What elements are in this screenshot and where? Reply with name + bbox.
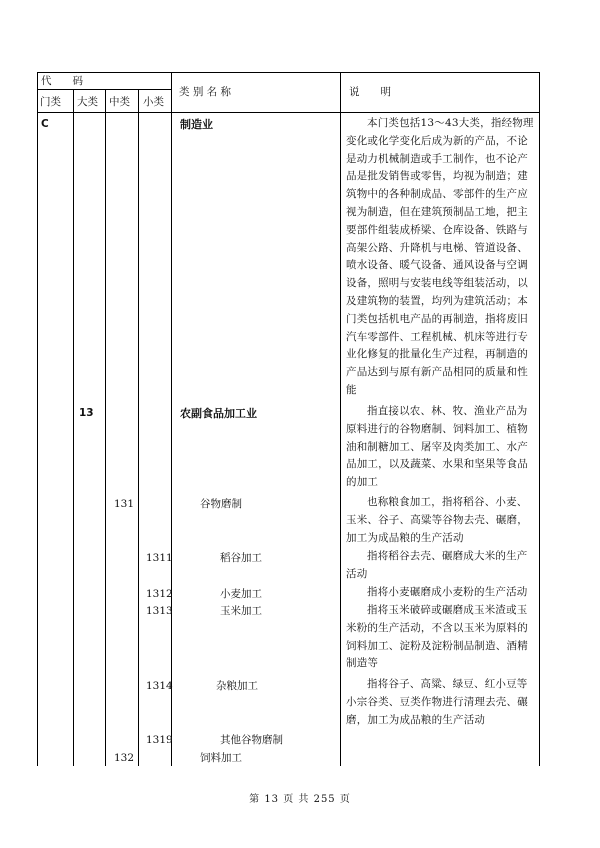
row-zhong-code: 131 [114, 498, 135, 510]
row-zhong-code: 132 [114, 752, 135, 764]
row-description: 指将小麦碾磨成小麦粉的生产活动 [367, 586, 528, 598]
row-name: 其他谷物磨制 [220, 734, 283, 746]
row-da-code: 13 [79, 407, 94, 419]
col-divider-xiao [171, 72, 172, 766]
row-xiao-code: 1313 [146, 605, 173, 617]
row-name: 玉米加工 [220, 605, 262, 617]
classification-table [37, 72, 540, 766]
row-description: 指将稻谷去壳、碾磨成大米的生产活动 [346, 550, 528, 580]
row-xiao-code: 1312 [146, 588, 173, 600]
row-xiao-code: 1311 [146, 552, 173, 564]
row-description: 也称粮食加工，指将稻谷、小麦、玉米、谷子、高粱等谷物去壳、碾磨，加工为成品粮的生产活动 [346, 496, 528, 544]
header-xiao: 小类 [143, 96, 164, 108]
row-xiao-code: 1319 [146, 734, 173, 746]
col-divider-name [340, 72, 341, 766]
row-name: 杂粮加工 [216, 680, 258, 692]
row-name: 饲料加工 [200, 752, 242, 764]
row-description: 指将玉米破碎或碾磨成玉米渣或玉米粉的生产活动，不含以玉米为原料的饲料加工、淀粉及淀粉制品制造、酒精制造等 [346, 604, 528, 670]
header-code: 代 码 [41, 75, 83, 87]
col-divider-zhong [138, 89, 139, 766]
row-description: 本门类包括13～43大类，指经物理变化或化学变化后成为新的产品，不论是动力机械制造或手工制作，也不论产品是批发销售或零售，均视为制造；建筑物中的各种制成品、零部件的生产应视为制造，但在建筑预制品工地，把主要部件组装成桥梁、仓库设备、铁路与高架公路、升降机与电梯、管道设备、喷水设备、暖气设备、通风设备与空调设备，照明与安装电线等组装活动，以及建筑物的装置，均列为建筑活动；本门类包括机电产品的再制造，指将废旧汽车零部件、工程机械、机床等进行专业化修复的批量化生产过程，再制造的产品达到与原有新产品相同的质量和性能 [346, 117, 534, 396]
page-footer: 第 13 页 共 255 页 [249, 794, 351, 805]
header-name: 类 别 名 称 [179, 86, 232, 98]
row-name: 谷物磨制 [200, 498, 242, 510]
row-men-code: C [41, 118, 49, 130]
header-da: 大类 [77, 96, 98, 108]
header-bottom-border [37, 112, 540, 113]
header-desc: 说 明 [349, 86, 391, 98]
code-subheader-rule [37, 89, 171, 90]
header-men: 门类 [40, 96, 61, 108]
row-name: 制造业 [180, 118, 213, 131]
table-top-border [37, 72, 540, 73]
header-zhong: 中类 [109, 96, 130, 108]
row-xiao-code: 1314 [146, 680, 173, 692]
table-left-border [37, 72, 38, 766]
row-name: 农副食品加工业 [180, 407, 257, 420]
row-description: 指直接以农、林、牧、渔业产品为原料进行的谷物磨制、饲料加工、植物油和制糖加工、屠宰及肉类加工、水产品加工，以及蔬菜、水果和坚果等食品的加工 [346, 405, 528, 489]
row-description: 指将谷子、高粱、绿豆、红小豆等小宗谷类、豆类作物进行清理去壳、碾磨，加工为成品粮的生产活动 [346, 678, 528, 726]
table-right-border [539, 72, 540, 766]
row-name: 小麦加工 [220, 588, 262, 600]
col-divider-men [73, 89, 74, 766]
col-divider-da [105, 89, 106, 766]
row-name: 稻谷加工 [220, 552, 262, 564]
